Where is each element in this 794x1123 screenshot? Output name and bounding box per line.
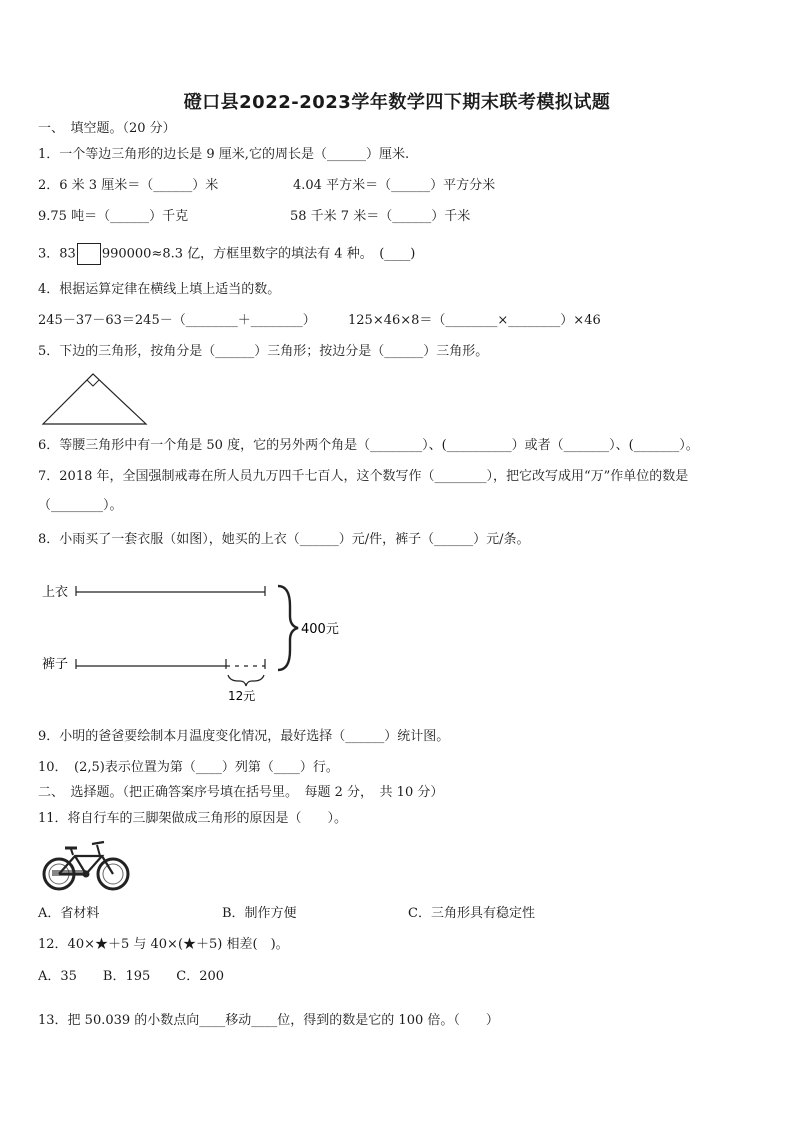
- question-7b: （________）。: [38, 498, 123, 513]
- answer-box: [77, 243, 101, 265]
- page-title: 磴口县2022-2023学年数学四下期末联考模拟试题: [183, 92, 611, 113]
- question-2d: 58 千米 7 米＝（______）千米: [290, 209, 471, 224]
- pants-label: 裤子: [42, 657, 69, 672]
- question-12-options: A．35 B．195 C．200: [38, 969, 225, 984]
- question-3: [38, 243, 415, 265]
- question-10: 10． (2,5)表示位置为第（____）列第（____）行。: [38, 760, 339, 775]
- difference-brace: [228, 675, 264, 686]
- question-1: 1．一个等边三角形的边长是 9 厘米,它的周长是（______）厘米.: [38, 147, 410, 162]
- question-3-prefix: 3．83: [38, 246, 76, 262]
- question-12: 12．40×★＋5 与 40×(★＋5) 相差( )。: [38, 937, 289, 952]
- total-label: 400元: [301, 622, 339, 637]
- question-4: 4．根据运算定律在横线上填上适当的数。: [38, 282, 281, 297]
- section-1-heading: 一、 填空题。（20 分）: [38, 121, 176, 136]
- clothes-diagram: [40, 578, 340, 708]
- question-2c: 9.75 吨＝（______）千克: [38, 209, 189, 224]
- section-2-heading: 二、 选择题。（把正确答案序号填在括号里。 每题 2 分， 共 10 分）: [38, 785, 444, 800]
- right-isosceles-triangle: [40, 370, 152, 428]
- question-9: 9．小明的爸爸要绘制本月温度变化情况，最好选择（______）统计图。: [38, 729, 450, 744]
- question-6: 6．等腰三角形中有一个角是 50 度，它的另外两个角是（________）、(__________）或者（_______）、(_______）。: [38, 438, 699, 453]
- shirt-label: 上衣: [42, 585, 69, 600]
- question-5: 5．下边的三角形，按角分是（______）三角形；按边分是（______）三角形。: [38, 344, 489, 359]
- question-4b: 125×46×8＝（________×________）×46: [348, 313, 601, 328]
- difference-label: 12元: [228, 689, 256, 703]
- question-2a: 2．6 米 3 厘米＝（______）米: [38, 178, 219, 193]
- question-8: 8．小雨买了一套衣服（如图），她买的上衣（______）元/件，裤子（______）元/条。: [38, 532, 530, 547]
- question-11: 11．将自行车的三脚架做成三角形的原因是（ ）。: [38, 811, 348, 826]
- bicycle-illustration: [42, 836, 132, 894]
- question-13: 13．把 50.039 的小数点向____移动____位，得到的数是它的 100 倍。（ ）: [38, 1013, 499, 1028]
- question-11-option-a: A．省材料: [38, 906, 100, 921]
- question-3-suffix: 990000≈8.3 亿，方框里数字的填法有 4 种。 (____): [101, 246, 416, 262]
- question-11-option-b: B．制作方便: [222, 906, 297, 921]
- question-11-option-c: C．三角形具有稳定性: [408, 906, 535, 921]
- question-4a: 245－37－63＝245－（________＋________）: [38, 313, 316, 328]
- question-2b: 4.04 平方米＝（______）平方分米: [293, 178, 496, 193]
- question-7a: 7．2018 年，全国强制戒毒在所人员九万四千七百人，这个数写作（________），把它改写成用“万”作单位的数是: [38, 469, 689, 484]
- total-brace: [278, 586, 298, 670]
